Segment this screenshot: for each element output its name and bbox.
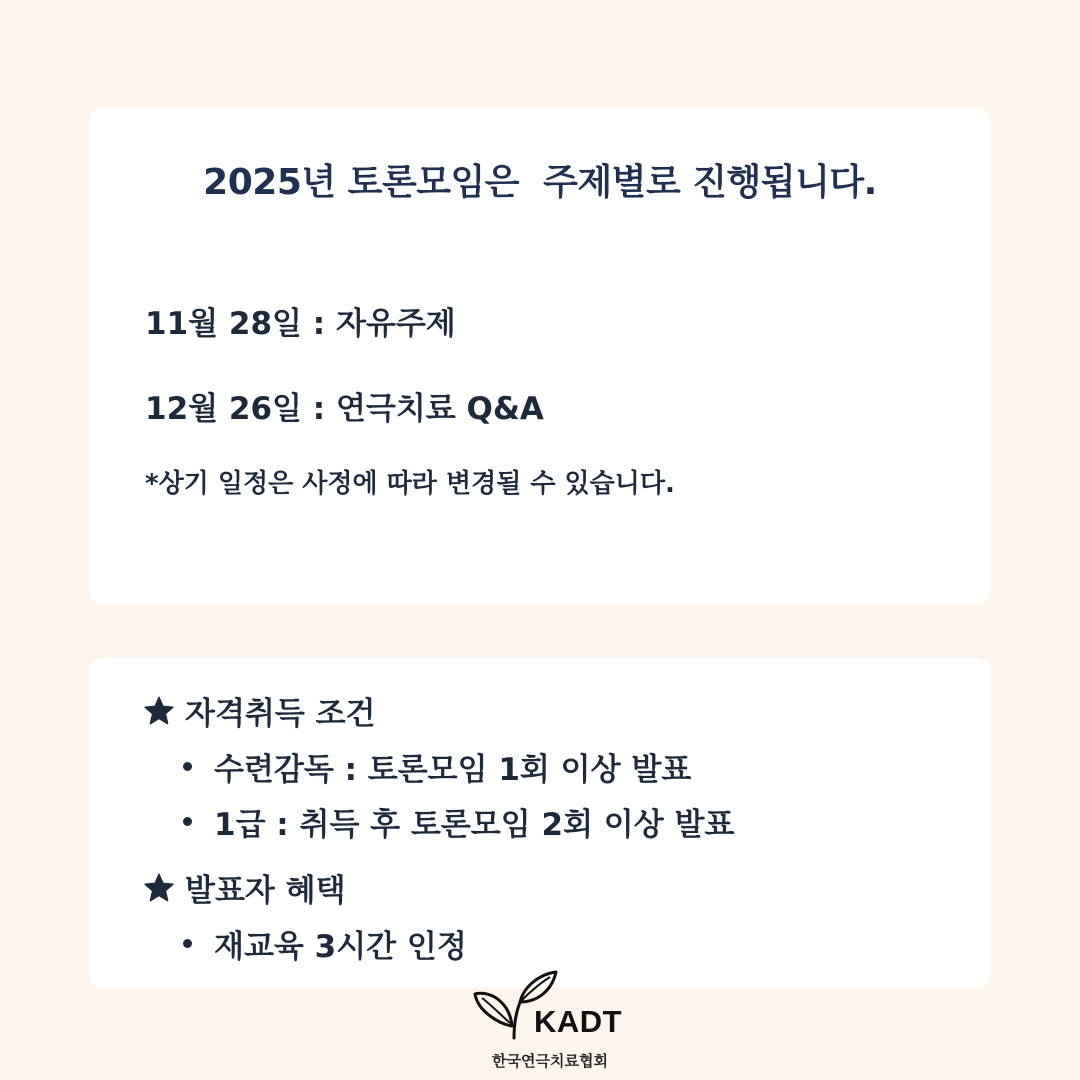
schedule-item: 12월 26일 : 연극치료 Q&A — [145, 391, 544, 427]
logo-name: KADT — [534, 1004, 623, 1039]
list-item — [183, 799, 734, 844]
logo-subtitle: 한국연극치료협회 — [492, 1052, 608, 1070]
list-item-text: 수련감독 : 토론모임 1회 이상 발표 — [214, 752, 692, 788]
section-title: 자격취득 조건 — [185, 696, 376, 732]
logo — [470, 968, 640, 1078]
bullet-dot — [183, 939, 192, 948]
list-item — [183, 744, 691, 789]
list-item — [183, 921, 467, 966]
star-icon — [143, 872, 175, 904]
requirements-card — [89, 658, 991, 988]
section-title: 발표자 혜택 — [185, 873, 346, 909]
bullet-dot — [183, 762, 192, 771]
announcement-card — [89, 108, 991, 604]
schedule-note: *상기 일정은 사정에 따라 변경될 수 있습니다. — [145, 469, 675, 499]
list-item-text: 재교육 3시간 인정 — [214, 929, 467, 965]
section-heading-benefits — [143, 865, 346, 910]
bullet-dot — [183, 817, 192, 826]
list-item-text: 1급 : 취득 후 토론모임 2회 이상 발표 — [214, 807, 735, 843]
schedule-item: 11월 28일 : 자유주제 — [145, 306, 456, 342]
page-title: 2025년 토론모임은 주제별로 진행됩니다. — [203, 162, 877, 203]
section-heading-qualification — [143, 688, 375, 733]
star-icon — [143, 695, 175, 727]
